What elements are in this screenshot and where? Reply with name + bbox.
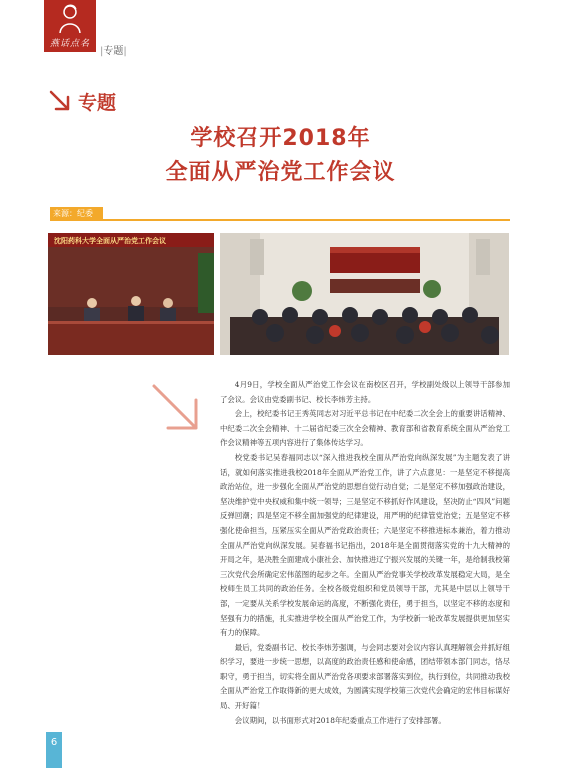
magazine-logo <box>44 0 96 52</box>
article-body <box>220 378 510 728</box>
source-divider <box>50 219 510 221</box>
paragraph: 最后，党委副书记、校长李炜芳强调，与会同志要对会议内容认真理解领会并抓好组织学习，要进一步统一思想，以高度的政治责任感和使命感，团结带领本部门同志，恪尽职守，勇于担当，切实将全面从严治党各项要求部署落实到位，执行到位，共同推动我校全面从严治党工作取得新的更大成效，为圆满实现学校第三次党代会确定的宏伟目标谋好局、开好篇！ <box>220 642 510 711</box>
section-tag: |专题| <box>100 46 127 57</box>
section-heading <box>48 88 116 114</box>
article-title-line2: 全面从严治党工作会议 <box>165 160 396 185</box>
arrow-down-right-icon <box>48 89 72 113</box>
decorative-arrow-icon <box>150 382 202 434</box>
logo-text: 燕话点名 <box>49 39 90 49</box>
paragraph: 会议期间，以书面形式对2018年纪委重点工作进行了安排部署。 <box>234 715 446 725</box>
page-number: 6 <box>46 732 62 768</box>
section-tag-label: 专题 <box>103 46 124 57</box>
paragraph: 校党委书记吴春福同志以“深入推进我校全面从严治党向纵深发展”为主题发表了讲话，就如何落实推进我校2018年全面从严治党工作，讲了六点意见：一是坚定不移提高政治站位，进一步强化全面从严治党的思想自觉行动自觉；二是坚定不移加强政治建设，坚决维护党中央权威和集中统一领导；三是坚定不移抓好作风建设，坚决防止“四风”问题反弹回潮；四是坚定不移全面加强党的纪律建设，用严明的纪律管党治党；五是坚定不移强化使命担当，压紧压实全面从严治党政治责任；六是坚定不移推进标本兼治，着力推动全面从严治党向纵深发展。吴春福书记指出，2018年是全面贯彻落实党的十九大精神的开局之年，是决胜全面建成小康社会、加快推进辽宁振兴发展的关键一年，是给制我校第三次党代会所确定宏伟蓝图的起步之年。全面从严治党事关学校改革发展稳定大局，是全校师生员工共同的政治任务。全校各级党组织和党员领导干部，尤其是中层以上领导干部，一定要从关系学校发展命运的高度，不断强化责任，勇于担当，以坚定不移的态度和坚强有力的措施，扎实推进学校全面从严治党工作，为学校新一轮改革发展提供更加坚实有力的保障。 <box>220 452 510 638</box>
banner-text: 沈阳药科大学全面从严治党工作会议 <box>54 237 166 245</box>
paragraph: 会上，校纪委书记王秀英同志对习近平总书记在中纪委二次全会上的重要讲话精神、中纪委二次全会精神、十二届省纪委三次全会精神、教育部和省教育系统全面从严治党工作会议精神等五项内容进行了集体传达学习。 <box>220 409 510 448</box>
meeting-photo-podium <box>48 233 214 355</box>
meeting-photo-audience <box>220 233 509 355</box>
source-label: 来源：纪委 <box>50 207 103 220</box>
portrait-icon <box>56 3 84 33</box>
section-heading-label: 专题 <box>78 91 117 114</box>
paragraph: 4月9日，学校全面从严治党工作会议在南校区召开，学校副处级以上领导干部参加了会议。会议由党委副书记、校长李炜芳主持。 <box>220 380 510 404</box>
article-title-line1: 学校召开2018年 <box>190 126 371 151</box>
